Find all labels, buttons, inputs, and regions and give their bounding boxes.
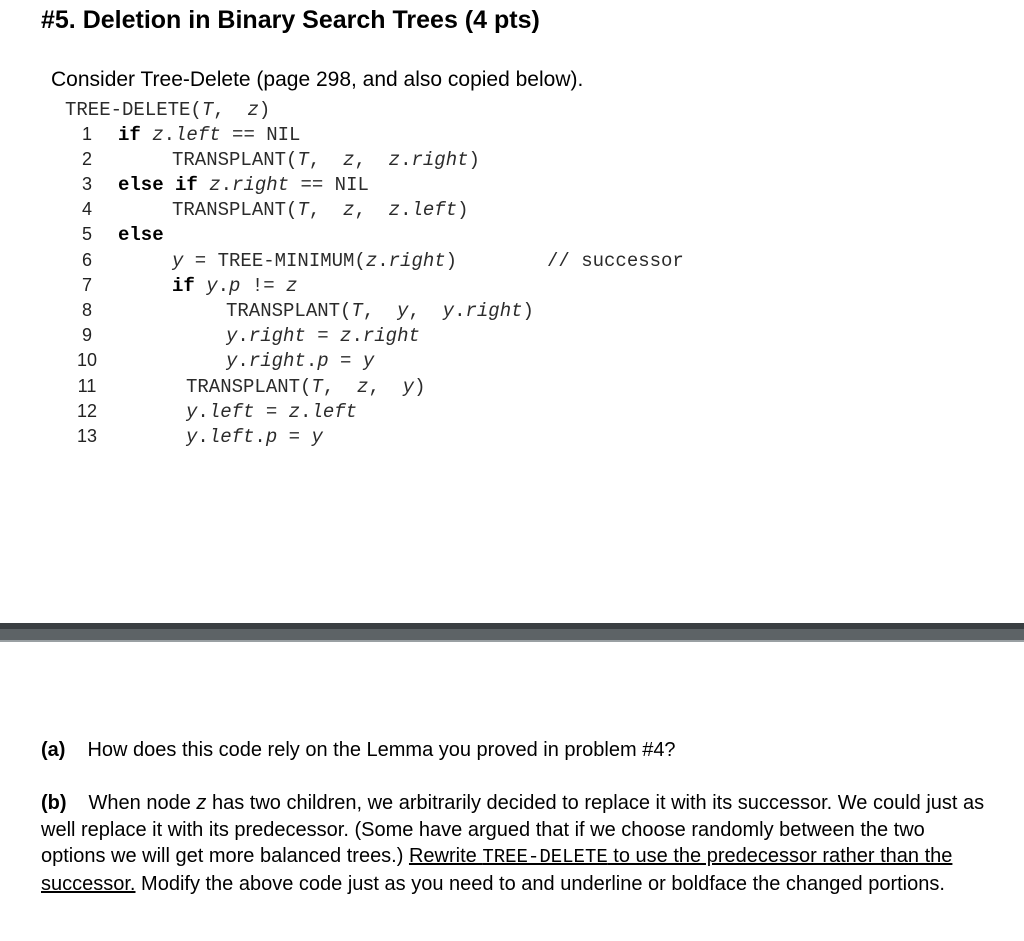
line-number: 7 [81,275,92,295]
code-line-4: 4 TRANSPLANT(T, z, z.left) [0,199,900,224]
line-number: 6 [81,250,92,270]
question-a [41,739,676,762]
page-heading: #5. Deletion in Binary Search Trees (4 pts) [41,6,540,34]
line-number: 13 [76,426,98,446]
line-number: 8 [81,300,92,320]
code-line-8: 8 TRANSPLANT(T, y, y.right) [0,300,900,325]
question-b [41,790,991,897]
line-number: 5 [81,224,92,244]
line-number: 12 [76,401,98,421]
code-line-9: 9 y.right = z.right [0,325,900,350]
question-b-label: (b) [41,792,67,814]
page-break-divider-edge [0,640,1024,642]
question-b-var: z [196,792,207,814]
code-line-11: 11 TRANSPLANT(T, z, y) [0,376,900,401]
question-a-label: (a) [41,739,66,761]
line-number: 2 [81,149,92,169]
code-line-1: 1 if z.left == NIL [0,124,900,149]
line-number: 11 [77,376,97,396]
question-b-instruction: Rewrite TREE-DELETE to use the predecessor rather than the successor. [41,845,953,895]
code-line-10: 10 y.right.p = y [0,350,900,375]
code-line-13: 13 y.left.p = y [0,426,900,451]
code-line-2: 2 TRANSPLANT(T, z, z.right) [0,149,900,174]
code-line-5: 5 else [0,224,900,249]
question-b-closing: Modify the above code just as you need to and underline or boldface the changed portions. [135,872,945,895]
line-number: 10 [76,350,98,370]
pseudocode-title: TREE-DELETE(T, z) [65,99,271,121]
code-line-12: 12 y.left = z.left [0,401,900,426]
line-number: 3 [81,174,92,194]
line-number: 9 [81,325,92,345]
code-comment: // successor [547,250,684,272]
question-a-text: How does this code rely on the Lemma you proved in problem #4? [87,739,676,761]
code-line-6: 6 y = TREE-MINIMUM(z.right) // successor [0,250,900,275]
pseudocode-block [0,96,1024,461]
question-b-text: When node [88,792,197,814]
line-number: 4 [81,199,92,219]
line-number: 1 [81,124,92,144]
intro-text: Consider Tree-Delete (page 298, and also copied below). [51,68,584,91]
code-line-3: 3 else if z.right == NIL [0,174,900,199]
code-line-7: 7 if y.p != z [0,275,900,300]
question-b-text-cont: has two children, we arbitrarily decided to replace it with its successor. We could just as well replace it with its predecessor. (Some have argued that if we choose randomly between the two options we will get more balanced trees.) [41,792,985,867]
page-break-divider-mid [0,629,1024,640]
